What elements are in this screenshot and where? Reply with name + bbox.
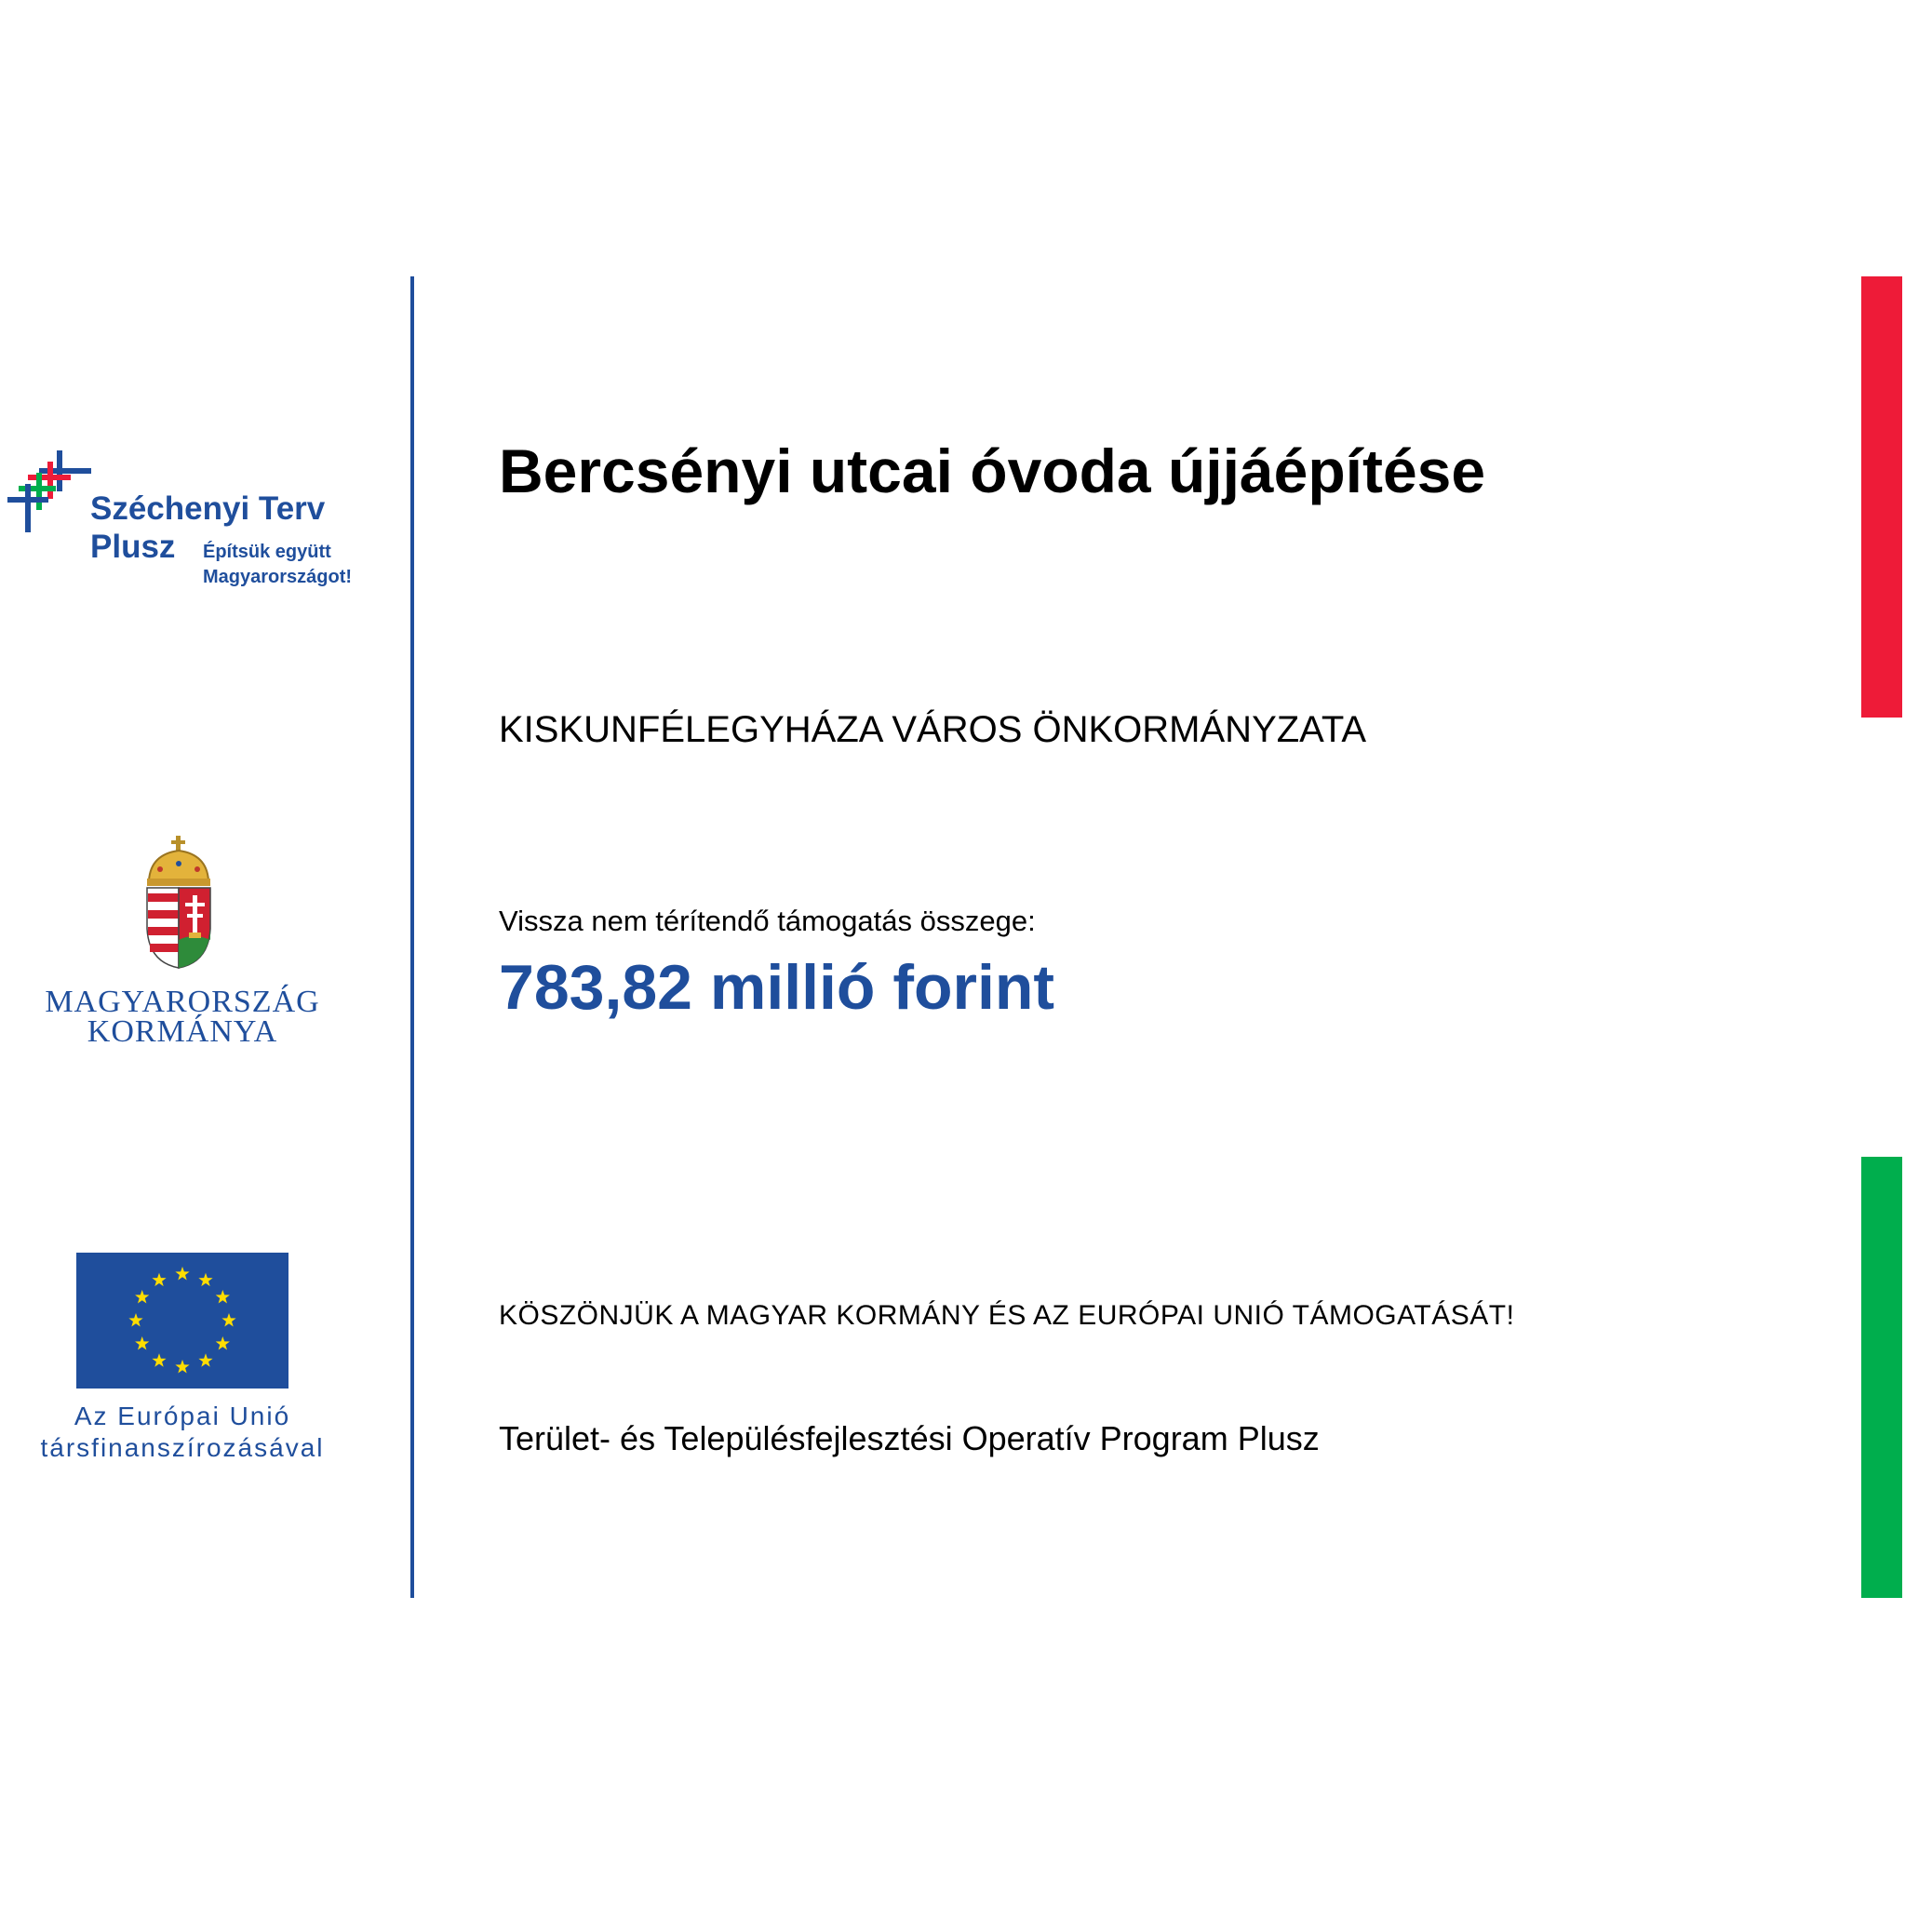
thanks-text: KÖSZÖNJÜK A MAGYAR KORMÁNY ÉS AZ EURÓPAI UNIÓ TÁMOGATÁSÁT!: [499, 1300, 1515, 1331]
government-logo-line1: MAGYARORSZÁG: [45, 985, 320, 1019]
szechenyi-cross-icon: [7, 450, 97, 540]
grant-label: Vissza nem térítendő támogatás összege:: [499, 905, 1036, 937]
page-title: Bercsényi utcai óvoda újjáépítése: [499, 436, 1486, 505]
szechenyi-tagline2: Magyarországot!: [203, 567, 353, 587]
szechenyi-tagline1: Építsük együtt: [203, 542, 331, 562]
programme-name: Terület- és Településfejlesztési Operatív Program Plusz: [499, 1419, 1320, 1457]
szechenyi-logo-line1: Széchenyi Terv: [90, 490, 326, 527]
flag-bar-red: [1861, 276, 1902, 718]
szechenyi-logo-line2: Plusz: [90, 529, 176, 565]
beneficiary-name: KISKUNFÉLEGYHÁZA VÁROS ÖNKORMÁNYZATA: [499, 709, 1367, 750]
grant-amount: 783,82 millió forint: [499, 952, 1055, 1023]
eu-logo-line1: Az Európai Unió: [74, 1402, 291, 1430]
hungarian-coat-of-arms-icon: [141, 836, 216, 975]
flag-bar-green: [1861, 1157, 1902, 1598]
government-logo-line2: KORMÁNYA: [87, 1014, 278, 1049]
vertical-divider: [410, 276, 414, 1598]
eu-flag-icon: [76, 1253, 288, 1389]
eu-logo-line2: társfinanszírozásával: [40, 1433, 325, 1462]
